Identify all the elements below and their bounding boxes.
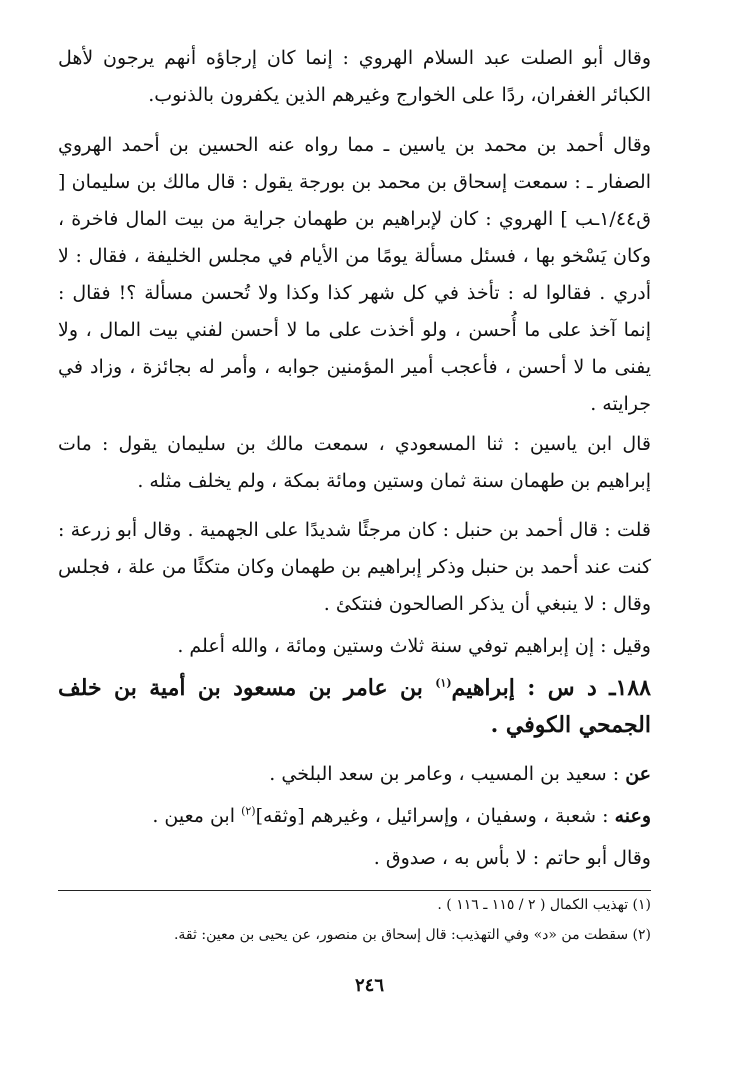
- paragraph-ahmad-ibn-hanbal: قلت : قال أحمد بن حنبل : كان مرجئًا شديدًا على الجهمية . وقال أبو زرعة : كنت عند أحمد بن حنبل وذكر إبراهيم بن طهمان وكان متكئًا من علة ، فجلس وقال : لا ينبغي أن يذكر الصالحون فنتكئ .: [58, 519, 651, 615]
- paragraph-abu-al-salt: وقال أبو الصلت عبد السلام الهروي : إنما كان إرجاؤه أنهم يرجون لأهل الكبائر الغفران، ردًا على الخوارج وغيرهم الذين يكفرون بالذنوب.: [58, 47, 651, 106]
- narrated-by-line: [58, 798, 651, 835]
- entry-name: إبراهيم: [451, 675, 515, 701]
- paragraph-ibn-tahman-story: وقال أحمد بن محمد بن ياسين ـ مما رواه عنه الحسين بن أحمد الهروي الصفار ـ : سمعت إسحاق بن محمد بن بورجة يقول : قال مالك بن سليمان [ ق١/٤٤ـب ] الهروي : كان لإبراهيم بن طهمان جراية من بيت المال فاخرة ، وكان يَسْخو بها ، فسئل مسألة يومًا من الأيام في مجلس الخليفة ، فقال : لا أدري . فقالوا له : تأخذ في كل شهر كذا وكذا ولا تُحسن مسألة ؟! فقال : إنما آخذ على ما أُحسن ، ولو أخذت على ما لا أحسن لفني بيت المال ، ولا يفنى ما لا أحسن ، فأعجب أمير المؤمنين جوابه ، وأمر له بجائزة ، وزاد في جرايته .: [58, 134, 651, 415]
- entry-number: ١٨٨ـ د س :: [527, 675, 651, 701]
- anhu-text-end: ابن معين .: [152, 805, 236, 827]
- footnote-2: (٢) سقطت من «د» وفي التهذيب: قال إسحاق بن منصور، عن يحيى بن معين: ثقة.: [173, 927, 651, 943]
- page-number: ٢٤٦: [354, 975, 384, 996]
- footnote-1: (١) تهذيب الكمال ( ٢ / ١١٥ ـ ١١٦ ) .: [437, 897, 651, 913]
- entry-heading: [58, 670, 651, 744]
- paragraph-ibn-yasin: قال ابن ياسين : ثنا المسعودي ، سمعت مالك بن سليمان يقول : مات إبراهيم بن طهمان سنة ثمان وستين ومائة بمكة ، ولم يخلف مثله .: [58, 433, 651, 492]
- entry-lineage: بن عامر بن مسعود بن أمية بن خلف الجمحي الكوفي .: [58, 675, 651, 738]
- paragraph-death-date: وقيل : إن إبراهيم توفي سنة ثلاث وستين ومائة ، والله أعلم .: [177, 635, 651, 657]
- an-text: : سعيد بن المسيب ، وعامر بن سعد البلخي .: [269, 763, 620, 785]
- footnote-ref-1[interactable]: (١): [435, 676, 452, 690]
- anhu-label: وعنه: [614, 805, 651, 827]
- narrated-from-line: [58, 756, 651, 793]
- footnote-ref-2[interactable]: (٢): [241, 804, 256, 818]
- abu-hatim-line: وقال أبو حاتم : لا بأس به ، صدوق .: [373, 847, 651, 869]
- an-label: عن: [625, 763, 651, 785]
- anhu-text: : شعبة ، وسفيان ، وإسرائيل ، وغيرهم [وثقه]: [255, 805, 609, 827]
- footnote-separator: [58, 890, 651, 891]
